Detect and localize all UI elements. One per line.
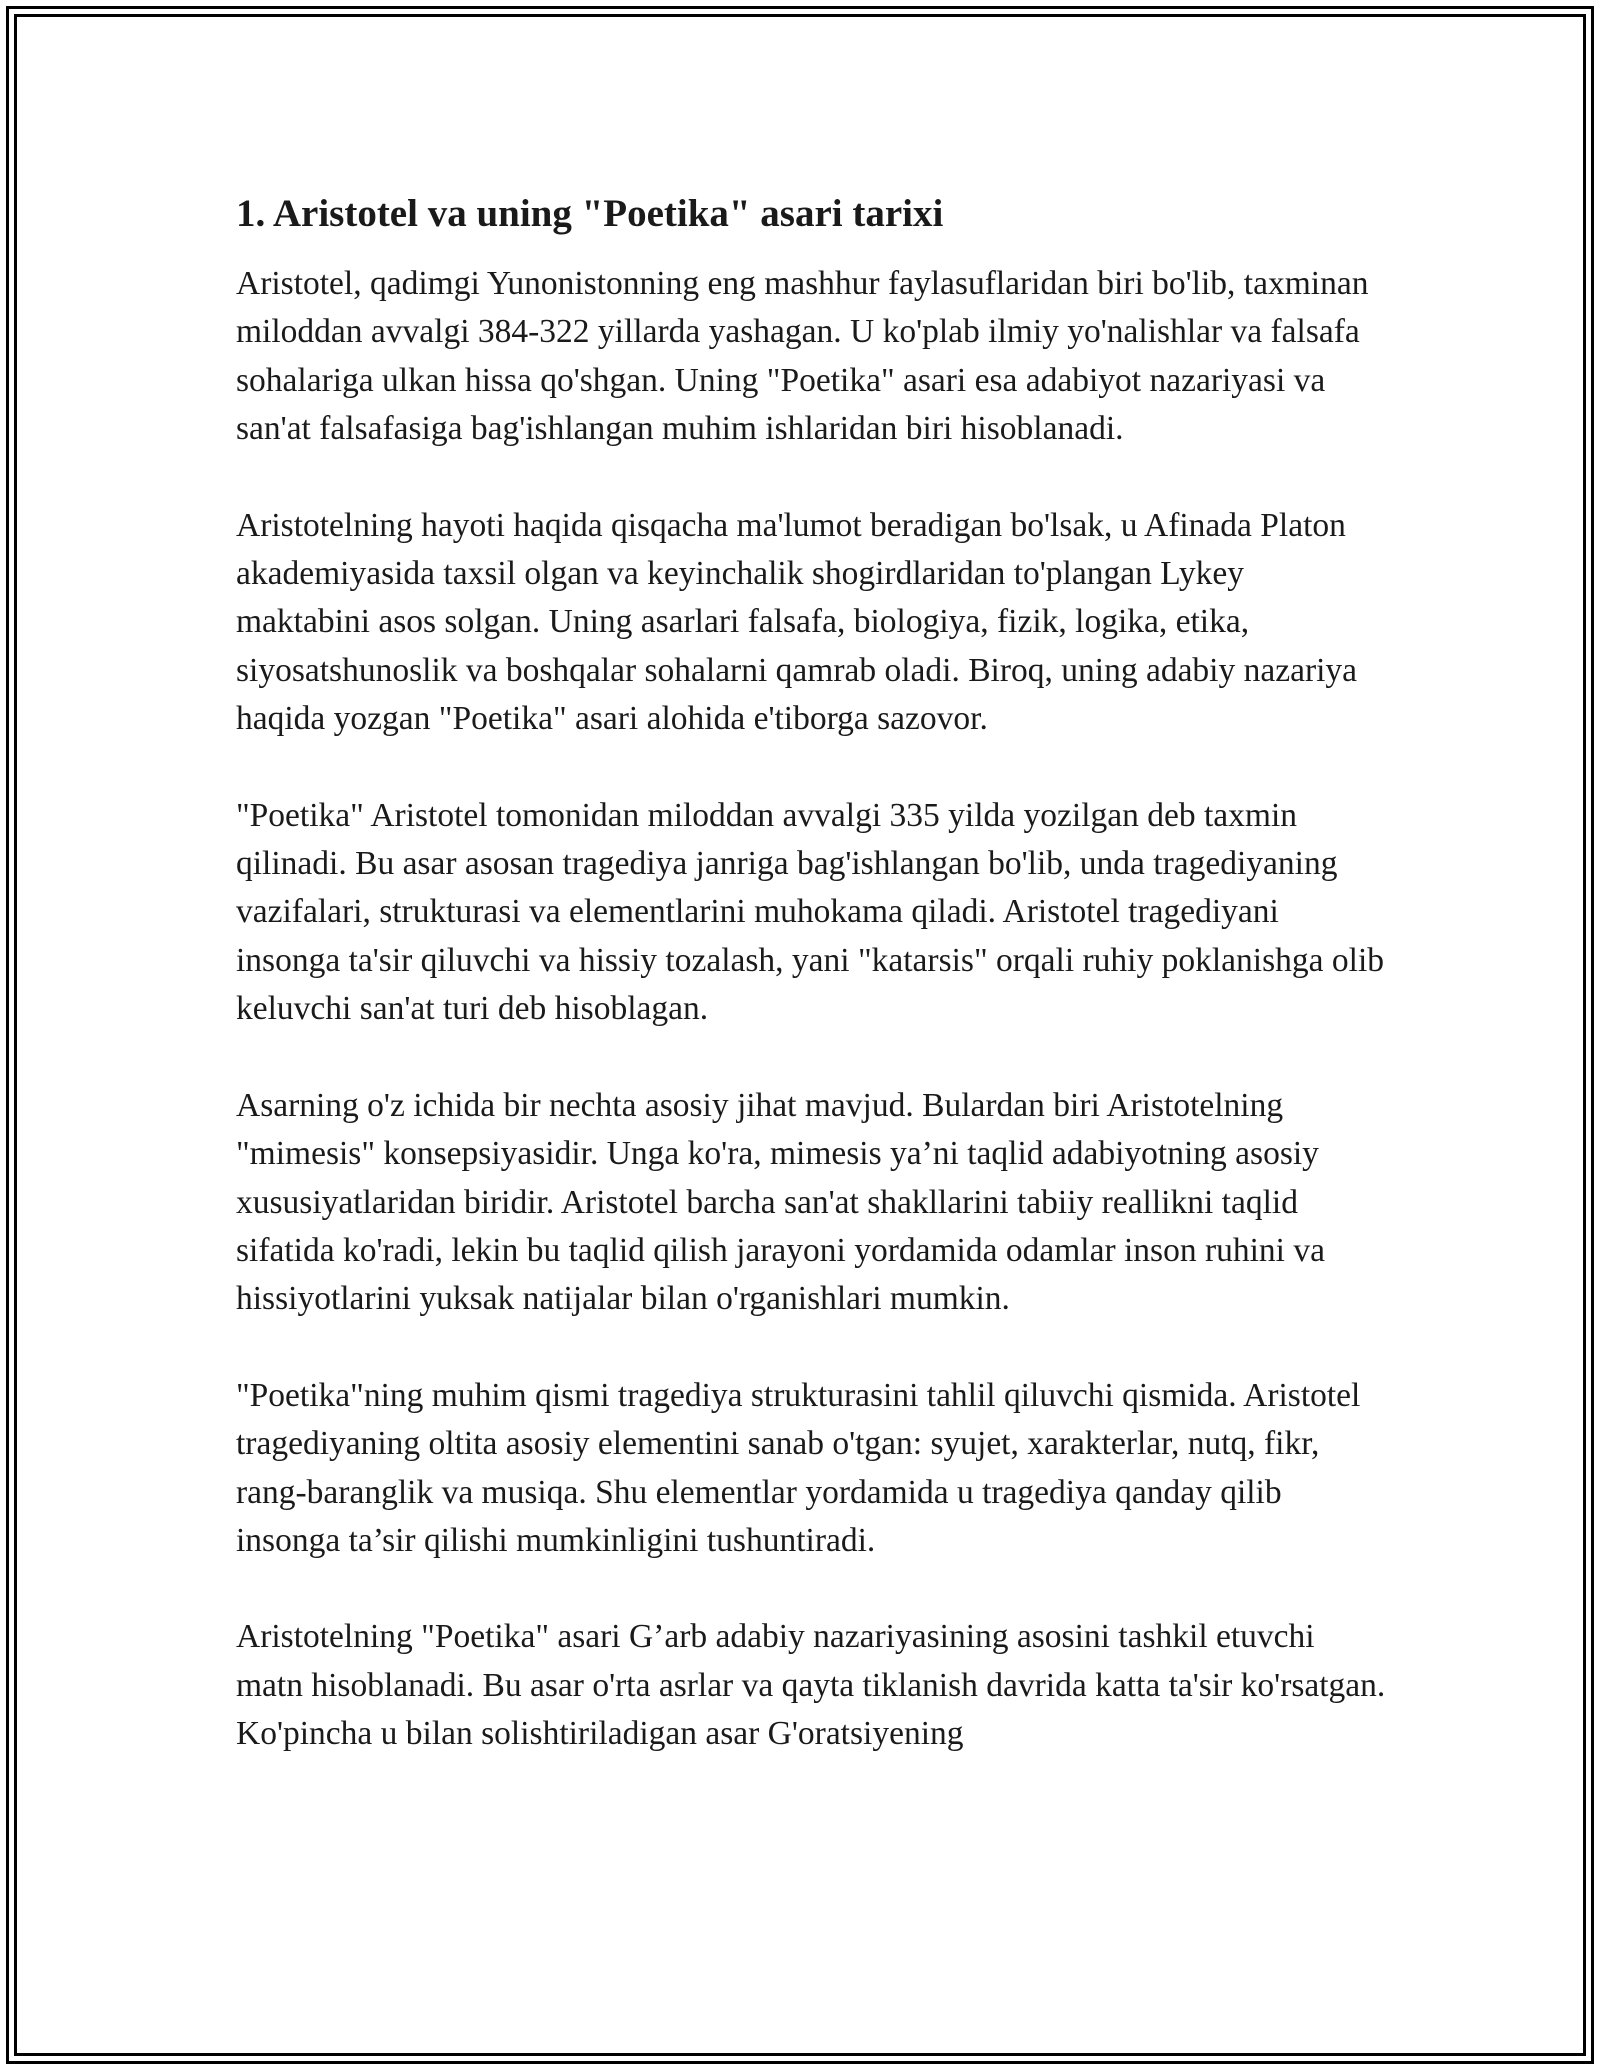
paragraph-6: Aristotelning "Poetika" asari G’arb adabiy nazariyasining asosini tashkil etuvchi matn hisoblanadi. Bu asar o'rta asrlar va qayta tiklanish davrida katta ta'sir ko'rsatgan. Ko'pincha u bilan solishtiriladigan asar G'oratsiyening [236, 1618, 1386, 1753]
paragraph-5: "Poetika"ning muhim qismi tragediya strukturasini tahlil qiluvchi qismida. Aristotel tragediyaning oltita asosiy elementini sanab o'tgan: syujet, xarakterlar, nutq, fikr, rang-baranglik va musiqa. Shu elementlar yordamida u tragediya qanday qilib insonga ta’sir qilishi mumkinligini tushuntiradi. [236, 1376, 1361, 1559]
document-body [236, 188, 1386, 1759]
section-heading: 1. Aristotel va uning "Poetika" asari tarixi [236, 192, 944, 235]
paragraph-3: "Poetika" Aristotel tomonidan miloddan avvalgi 335 yilda yozilgan deb taxmin qilinadi. Bu asar asosan tragediya janriga bag'ishlangan bo'lib, unda tragediyaning vazifalari, strukturasi va elementlarini muhokama qiladi. Aristotel tragediyani insonga ta'sir qiluvchi va hissiy tozalash, yani "katarsis" orqali ruhiy poklanishga olib keluvchi san'at turi deb hisoblagan. [236, 796, 1384, 1028]
paragraph-1: Aristotel, qadimgi Yunonistonning eng mashhur faylasuflaridan biri bo'lib, taxminan miloddan avvalgi 384-322 yillarda yashagan. U ko'plab ilmiy yo'nalishlar va falsafa sohalariga ulkan hissa qo'shgan. Uning "Poetika" asari esa adabiyot nazariyasi va san'at falsafasiga bag'ishlangan muhim ishlaridan biri hisoblanadi. [236, 265, 1369, 448]
paragraph-4: Asarning o'z ichida bir nechta asosiy jihat mavjud. Bulardan biri Aristotelning "mimesis" konsepsiyasidir. Unga ko'ra, mimesis ya’ni taqlid adabiyotning asosiy xususiyatlaridan biridir. Aristotel barcha san'at shakllarini tabiiy reallikni taqlid sifatida ko'radi, lekin bu taqlid qilish jarayoni yordamida odamlar inson ruhini va hissiyotlarini yuksak natijalar bilan o'rganishlari mumkin. [236, 1086, 1325, 1318]
paragraph-2: Aristotelning hayoti haqida qisqacha ma'lumot beradigan bo'lsak, u Afinada Platon akademiyasida taxsil olgan va keyinchalik shogirdlaridan to'plangan Lykey maktabini asos solgan. Uning asarlari falsafa, biologiya, fizik, logika, etika, siyosatshunoslik va boshqalar sohalarni qamrab oladi. Biroq, uning adabiy nazariya haqida yozgan "Poetika" asari alohida e'tiborga sazovor. [236, 506, 1358, 738]
